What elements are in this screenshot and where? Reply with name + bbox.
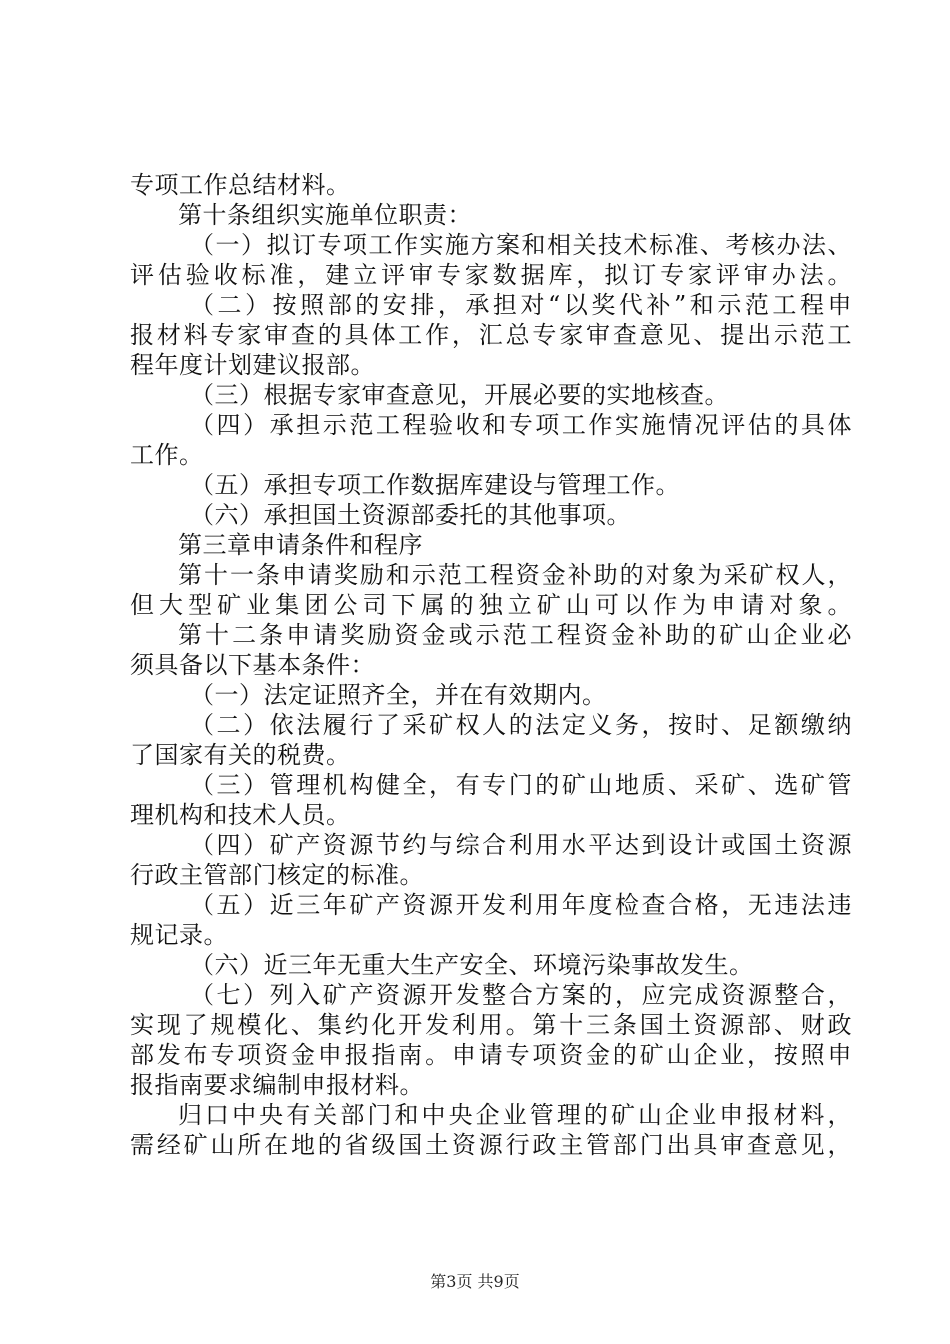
text-line: （四）承担示范工程验收和专项工作实施情况评估的具体 [190,411,852,439]
text-line: 第十二条申请奖励资金或示范工程资金补助的矿山企业必 [178,621,852,649]
text-line: 理机构和技术人员。 [130,801,351,829]
text-line: 专项工作总结材料。 [130,171,351,199]
text-line: （三）管理机构健全，有专门的矿山地质、采矿、选矿管 [190,771,852,799]
text-line: 第十条组织实施单位职责： [178,201,472,229]
text-line: （五）近三年矿产资源开发利用年度检查合格，无违法违 [190,891,852,919]
text-line: （六）近三年无重大生产安全、环境污染事故发生。 [190,951,754,979]
text-line: 报指南要求编制申报材料。 [130,1071,424,1099]
text-line: （六）承担国土资源部委托的其他事项。 [190,501,631,529]
text-line: （二）依法履行了采矿权人的法定义务，按时、足额缴纳 [190,711,852,739]
text-line: （一）拟订专项工作实施方案和相关技术标准、考核办法、 [190,231,852,259]
text-line: 实现了规模化、集约化开发利用。第十三条国土资源部、财政 [130,1011,852,1039]
text-line: 评估验收标准，建立评审专家数据库，拟订专家评审办法。 [130,261,852,289]
text-line: 部发布专项资金申报指南。申请专项资金的矿山企业，按照申 [130,1041,852,1069]
text-line: 需经矿山所在地的省级国土资源行政主管部门出具审查意见， [130,1131,852,1159]
page-number-footer: 第3页 共9页 [430,1272,520,1291]
text-line: （三）根据专家审查意见，开展必要的实地核查。 [190,381,729,409]
text-line: 行政主管部门核定的标准。 [130,861,424,889]
text-line: 工作。 [130,441,204,469]
text-line: 规记录。 [130,921,228,949]
text-line: 归口中央有关部门和中央企业管理的矿山企业申报材料， [178,1101,852,1129]
text-line: 了国家有关的税费。 [130,741,351,769]
text-line: （二）按照部的安排，承担对“以奖代补”和示范工程申 [190,291,852,319]
text-line: （五）承担专项工作数据库建设与管理工作。 [190,471,680,499]
text-line: 程年度计划建议报部。 [130,351,375,379]
text-line: （四）矿产资源节约与综合利用水平达到设计或国土资源 [190,831,852,859]
text-line: 第十一条申请奖励和示范工程资金补助的对象为采矿权人， [178,561,852,589]
text-line: （一）法定证照齐全，并在有效期内。 [190,681,607,709]
text-line: 报材料专家审查的具体工作，汇总专家审查意见、提出示范工 [130,321,852,349]
chapter-heading: 第三章申请条件和程序 [178,531,423,559]
text-line: 但大型矿业集团公司下属的独立矿山可以作为申请对象。 [130,591,852,619]
text-line: 须具备以下基本条件： [130,651,375,679]
text-line: （七）列入矿产资源开发整合方案的，应完成资源整合， [190,981,852,1009]
document-body [130,170,852,1160]
